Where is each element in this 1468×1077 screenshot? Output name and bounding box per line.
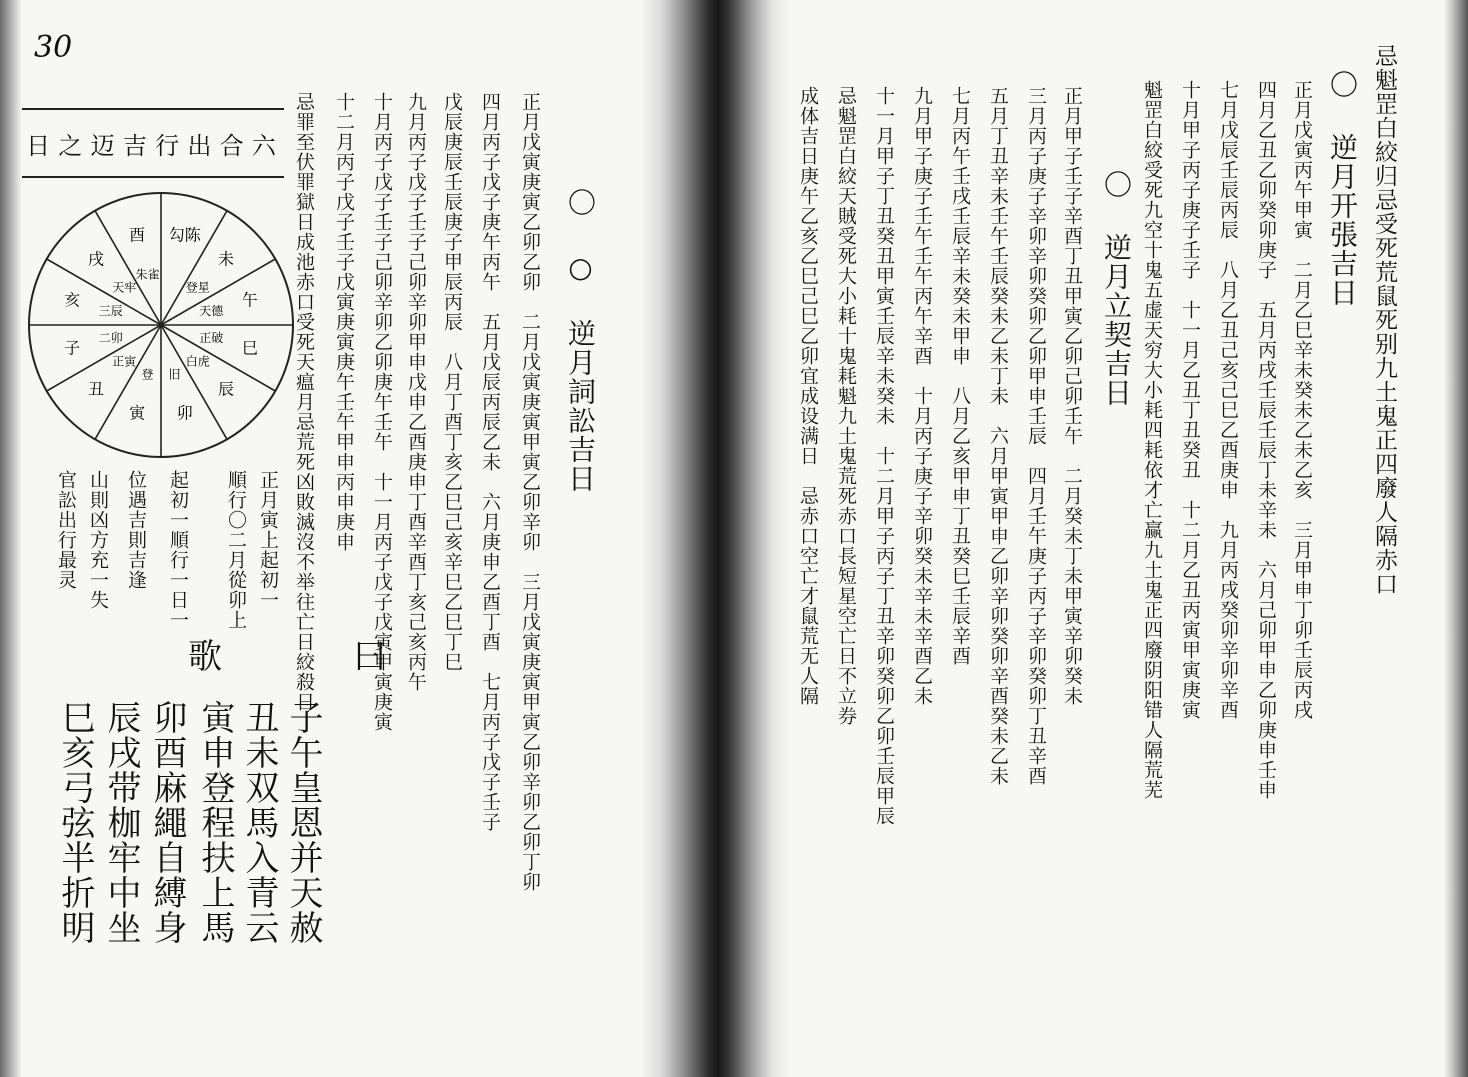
wheel-segment-label: 亥 <box>64 290 81 310</box>
wheel-segment-label: 午 <box>241 290 258 310</box>
text-column: 忌魁罡白絞天賊受死大小耗十鬼耗魁九土鬼荒死赤口長短星空亡日不立券 <box>835 86 857 726</box>
wheel-segment-sublabel: 旧 <box>168 367 181 382</box>
text-column: 戊辰庚辰壬辰庚子甲辰丙辰 八月丁酉丁亥乙巳己亥辛巳乙巳丁巳 <box>441 92 463 672</box>
text-column: 十一月甲子丁丑癸丑甲寅壬辰辛未癸未 十二月甲子丙子丁丑辛卯癸卯乙卯壬辰甲辰 <box>873 86 895 826</box>
wheel-segment-sublabel: 正寅 <box>112 354 137 369</box>
wheel-segment-label: 戌 <box>87 249 104 269</box>
wheel-note: 順行〇二月從卯上 <box>225 470 247 630</box>
wheel-segment-label: 勾陈 <box>168 225 201 245</box>
section-heading: 〇 逆月立契吉日 <box>1100 170 1133 407</box>
song-heading: 歌 曰 <box>188 637 447 677</box>
page-number: 30 <box>34 30 73 65</box>
diagram-title-char: 出 <box>187 131 212 160</box>
text-column: 九月甲子庚子壬午壬午丙午辛酉 十月丙子庚子辛卯癸未辛未辛酉乙未 <box>911 86 933 706</box>
diagram-title-char: 合 <box>219 131 244 160</box>
song-line: 辰戌带枷牢中坐 <box>101 700 141 945</box>
section-heading: 〇 逆月开張吉日 <box>1326 70 1359 307</box>
wheel-note: 位遇吉則吉逢 <box>125 470 147 590</box>
text-column: 七月丙午壬戌壬辰辛未癸未甲申 八月乙亥甲申丁丑癸巳壬辰辛酉 <box>949 86 971 666</box>
wheel-segment-sublabel: 登 <box>141 367 154 382</box>
wheel-segment-label: 卯 <box>176 403 193 423</box>
text-column: 正月戊寅丙午甲寅 二月乙巳辛未癸未乙未乙亥 三月甲申丁卯壬辰丙戌 <box>1291 80 1313 720</box>
wheel-segment-label: 子 <box>64 338 81 358</box>
wheel-segment-sublabel: 天德 <box>199 304 224 319</box>
page-edge-shadow-left <box>0 0 22 1077</box>
song-line: 子午皇恩并天赦 <box>283 700 323 945</box>
wheel-note: 山則凶方充一失 <box>87 470 109 610</box>
diagram-title-char: 迈 <box>90 131 115 160</box>
text-column: 七月戊辰壬辰丙辰 八月乙丑己亥己巳乙酉庚申 九月丙戌癸卯辛卯辛酉 <box>1217 80 1239 720</box>
wheel-segment-sublabel: 天牢 <box>112 280 137 295</box>
wheel-segment-label: 未 <box>218 249 235 269</box>
wheel-note: 官訟出行最灵 <box>55 470 77 590</box>
wheel-segment-sublabel: 朱雀 <box>135 267 160 282</box>
wheel-segment-sublabel: 白虎 <box>185 354 210 369</box>
book-gutter-shadow <box>640 0 790 1077</box>
diagram-title-char: 行 <box>155 131 180 160</box>
text-column: 正月甲子壬子辛酉丁丑甲寅乙卯己卯壬午 二月癸未丁未甲寅辛卯癸未 <box>1061 86 1083 706</box>
diagram-title-rule-top <box>22 108 284 110</box>
text-column: 十月丙子戊子壬子己卯辛卯乙卯庚午壬午 十一月丙子戊子戊寅甲寅庚寅 <box>371 92 393 732</box>
wheel-note: 正月寅上起初一 <box>257 470 279 610</box>
text-column: 忌魁罡白絞归忌受死荒鼠死别九土鬼正四廢人隔赤口 <box>1371 44 1397 596</box>
song-line: 巳亥弓弦半折明 <box>55 700 95 945</box>
text-column: 四月丙子戊子庚午丙午 五月戊辰丙辰乙未 六月庚申乙酉丁酉 七月丙子戊子壬子 <box>479 92 501 832</box>
diagram-title-rule-bottom <box>22 176 284 178</box>
song-line: 寅申登程扶上馬 <box>195 700 235 945</box>
wheel-segment-sublabel: 二卯 <box>98 330 123 345</box>
diagram-title-char: 日 <box>26 131 51 160</box>
text-column: 成体吉日庚午乙亥乙巳己巳乙卯宜成设满日 忌赤口空亡才鼠荒无人隔 <box>797 86 819 706</box>
text-column: 正月戊寅庚寅乙卯乙卯 二月戊寅庚寅甲寅乙卯辛卯 三月戊寅庚寅甲寅乙卯辛卯乙卯丁卯 <box>519 92 541 892</box>
six-harmony-wheel-diagram <box>20 180 302 470</box>
text-column: 五月丁丑辛未壬午壬辰癸未乙未丁未 六月甲寅甲申乙卯辛卯癸卯辛酉癸未乙未 <box>987 86 1009 786</box>
text-column: 三月丙子庚子辛卯辛卯癸卯乙卯甲申壬辰 四月壬午庚子丙子辛卯癸卯丁丑辛酉 <box>1025 86 1047 786</box>
text-column: 十月甲子丙子庚子壬子 十一月乙丑丁丑癸丑 十二月乙丑丙寅甲寅庚寅 <box>1179 80 1201 720</box>
wheel-segment-label: 丑 <box>87 379 104 399</box>
song-line: 丑未双馬入青云 <box>239 700 279 945</box>
wheel-segment-label: 酉 <box>129 225 146 245</box>
wheel-segment-sublabel: 三辰 <box>98 304 123 319</box>
wheel-note: 起初一順行一日一 <box>167 470 189 630</box>
text-column: 忌罪至伏罪獄日成池赤口受死天瘟月忌荒死凶敗滅沒不举往亡日絞殺日 <box>293 92 315 712</box>
wheel-segment-label: 巳 <box>241 338 258 358</box>
text-column: 四月乙丑乙卯癸卯庚子 五月丙戌壬辰壬辰丁未辛未 六月己卯甲申乙卯庚申壬申 <box>1255 80 1277 800</box>
song-line: 卯酉麻繩自縛身 <box>147 700 187 945</box>
diagram-title-char: 六 <box>251 131 276 160</box>
diagram-title-char: 吉 <box>122 131 147 160</box>
page-edge-shadow-right <box>1444 0 1468 1077</box>
text-column: 十二月丙子戊子壬子戊寅庚寅庚午壬午甲申丙申庚申 <box>333 92 355 552</box>
wheel-segment-label: 辰 <box>218 379 235 399</box>
wheel-segment-sublabel: 登星 <box>185 280 210 295</box>
section-heading: 〇 ○ 逆月詞訟吉日 <box>564 188 597 493</box>
text-column: 九月丙子戊子壬子己卯辛卯甲申戊申乙酉庚申丁酉辛酉丁亥己亥丙午 <box>405 92 427 692</box>
diagram-title-char: 之 <box>58 131 83 160</box>
wheel-segment-sublabel: 正破 <box>199 330 224 345</box>
diagram-title <box>22 112 280 174</box>
text-column: 魁罡白絞受死九空十鬼五虚天穷大小耗四耗依才亡赢九土鬼正四廢阴阳错人隔荒芜 <box>1141 80 1163 800</box>
wheel-segment-label: 寅 <box>129 403 146 423</box>
